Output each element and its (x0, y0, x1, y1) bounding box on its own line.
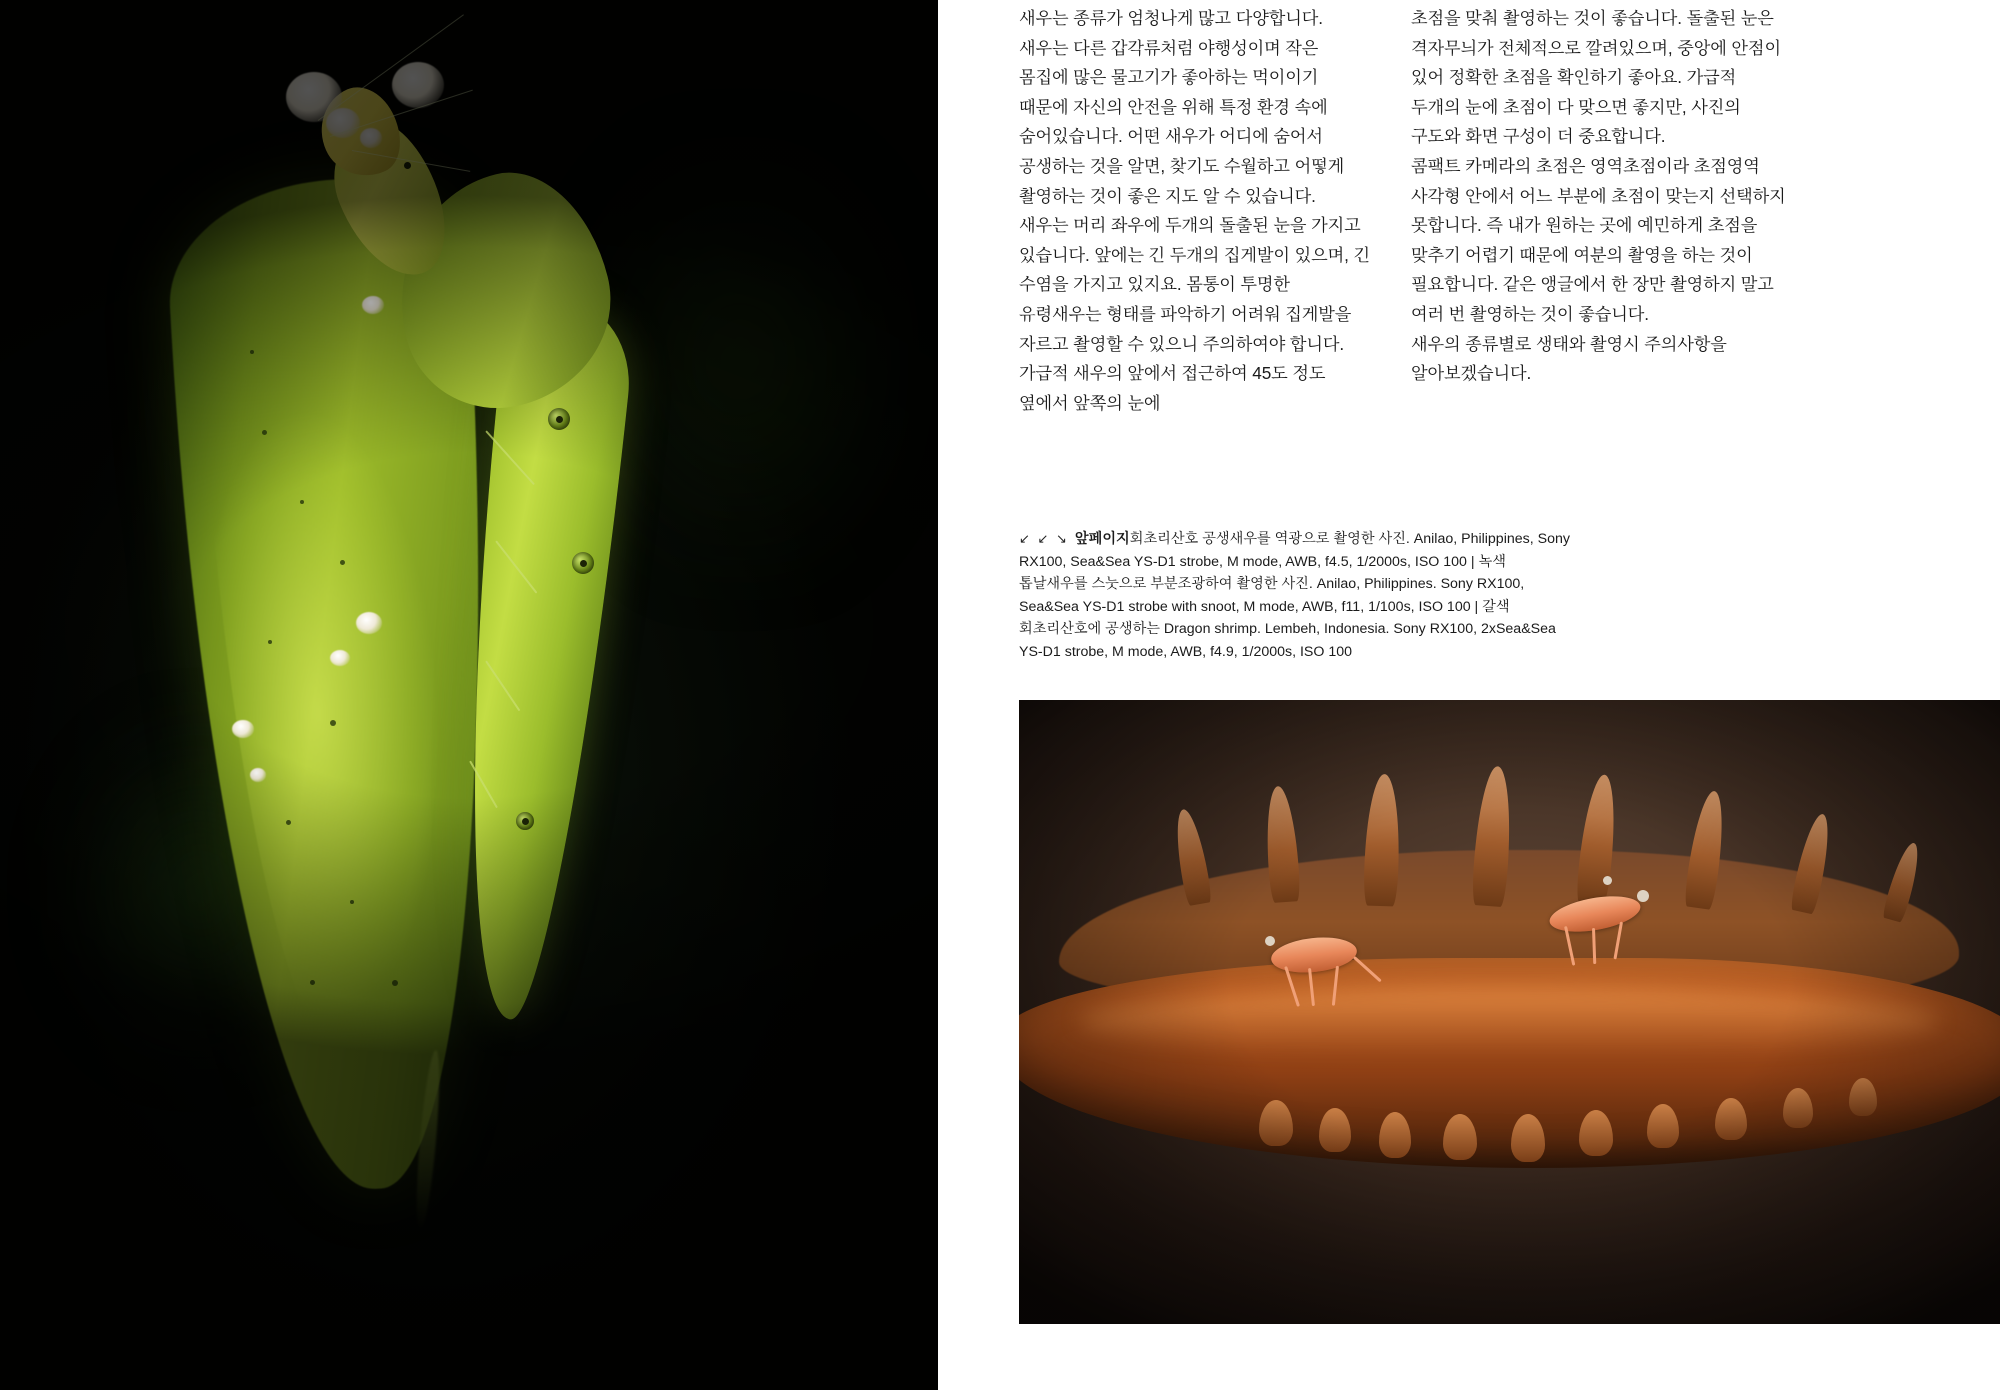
algae-speck (262, 430, 267, 435)
hydroid-fuzz (330, 650, 350, 666)
dragon-shrimp-rostrum-tip (1637, 890, 1649, 902)
hydroid-fuzz (360, 128, 382, 148)
article-paragraph-right: 초점을 맞춰 촬영하는 것이 좋습니다. 돌출된 눈은 격자무늬가 전체적으로 깔려있으며, 중앙에 안점이 있어 정확한 초점을 확인하기 좋아요. 가급적 두개의 눈에 초점이 다 맞으면 좋지만, 사진의 구도와 화면 구성이 더 중요합니다. 콤팩트 카메라의 초점은 영역초점이라 초점영역 사각형 안에서 어느 부분에 초점이 맞는지 선택하지 못합니다. 즉 내가 원하는 곳에 예민하게 초점을 맞추기 어렵기 때문에 여분의 촬영을 하는 것이 필요합니다. 같은 앵글에서 한 장만 촬영하지 말고 여러 번 촬영하는 것이 좋습니다. 새우의 종류별로 생태와 촬영시 주의사항을 알아보겠습니다. (1411, 8, 1786, 384)
caption-arrows-icon: ↙ ↙ ↘ (1019, 531, 1069, 546)
article-paragraph-left: 새우는 종류가 엄청나게 많고 다양합니다. 새우는 다른 갑각류처럼 야행성이며 작은 몸집에 많은 물고기가 좋아하는 먹이이기 때문에 자신의 안전을 위해 특정 환경 속에 숨어있습니다. 어떤 새우가 어디에 숨어서 공생하는 것을 알면, 찾기도 수월하고 어떻게 촬영하는 것이 좋은 지도 알 수 있습니다. 새우는 머리 좌우에 두개의 돌출된 눈을 가지고 있습니다. 앞에는 긴 두개의 집게발이 있으며, 긴 수염을 가지고 있지요. 몸통이 투명한 유령새우는 형태를 파악하기 어려워 집게발을 자르고 촬영할 수 있으니 주의하여야 합니다. 가급적 새우의 앞에서 접근하여 45도 정도 옆에서 앞쪽의 눈에 (1019, 8, 1370, 413)
caption-lead: 앞페이지 (1074, 531, 1130, 547)
hydroid-fuzz (250, 768, 266, 782)
algae-speck (392, 980, 398, 986)
shrimp-body-marking-dot (522, 818, 529, 825)
sea-whip-highlight (1079, 986, 1939, 1056)
algae-speck (250, 350, 254, 354)
article-column-right (1411, 4, 1789, 389)
right-photo (1019, 700, 2000, 1324)
algae-speck (330, 720, 336, 726)
algae-speck (286, 820, 291, 825)
dragon-shrimp-rostrum-tip (1265, 936, 1275, 946)
algae-speck (340, 560, 345, 565)
right-column (938, 0, 2000, 1390)
algae-speck (350, 900, 354, 904)
hydroid-fuzz (232, 720, 254, 738)
hydroid-fuzz (326, 108, 360, 138)
dragon-shrimp-rostrum-tip (1603, 876, 1612, 885)
hydroid-fuzz (362, 296, 384, 314)
shrimp-eye-pupil (580, 560, 587, 567)
shrimp-head-dot (404, 162, 411, 169)
hydroid-fuzz (356, 612, 382, 634)
algae-speck (310, 980, 315, 985)
photo-caption (1019, 528, 1575, 664)
article-column-left (1019, 4, 1371, 418)
algae-speck (268, 640, 272, 644)
algae-speck (300, 500, 304, 504)
caption-text: 회초리산호 공생새우를 역광으로 촬영한 사진. Anilao, Philippines, Sony RX100, Sea&Sea YS-D1 strobe, M mode, AWB, f4.5, 1/2000s, ISO 100 | 녹색 톱날새우를 스눗으로 부분조광하여 촬영한 사진. Anilao, Philippines. Sony RX100, Sea&Sea YS-D1 strobe with snoot, M mode, AWB, f11, 1/100s, ISO 100 | 갈색 회초리산호에 공생하는 Dragon shrimp. Lembeh, Indonesia. Sony RX100, 2xSea&Sea YS-D1 strobe, M mode, AWB, f4.9, 1/2000s, ISO 100 (1019, 531, 1570, 660)
shrimp-eye-pupil (556, 416, 563, 423)
left-photo (0, 0, 938, 1390)
